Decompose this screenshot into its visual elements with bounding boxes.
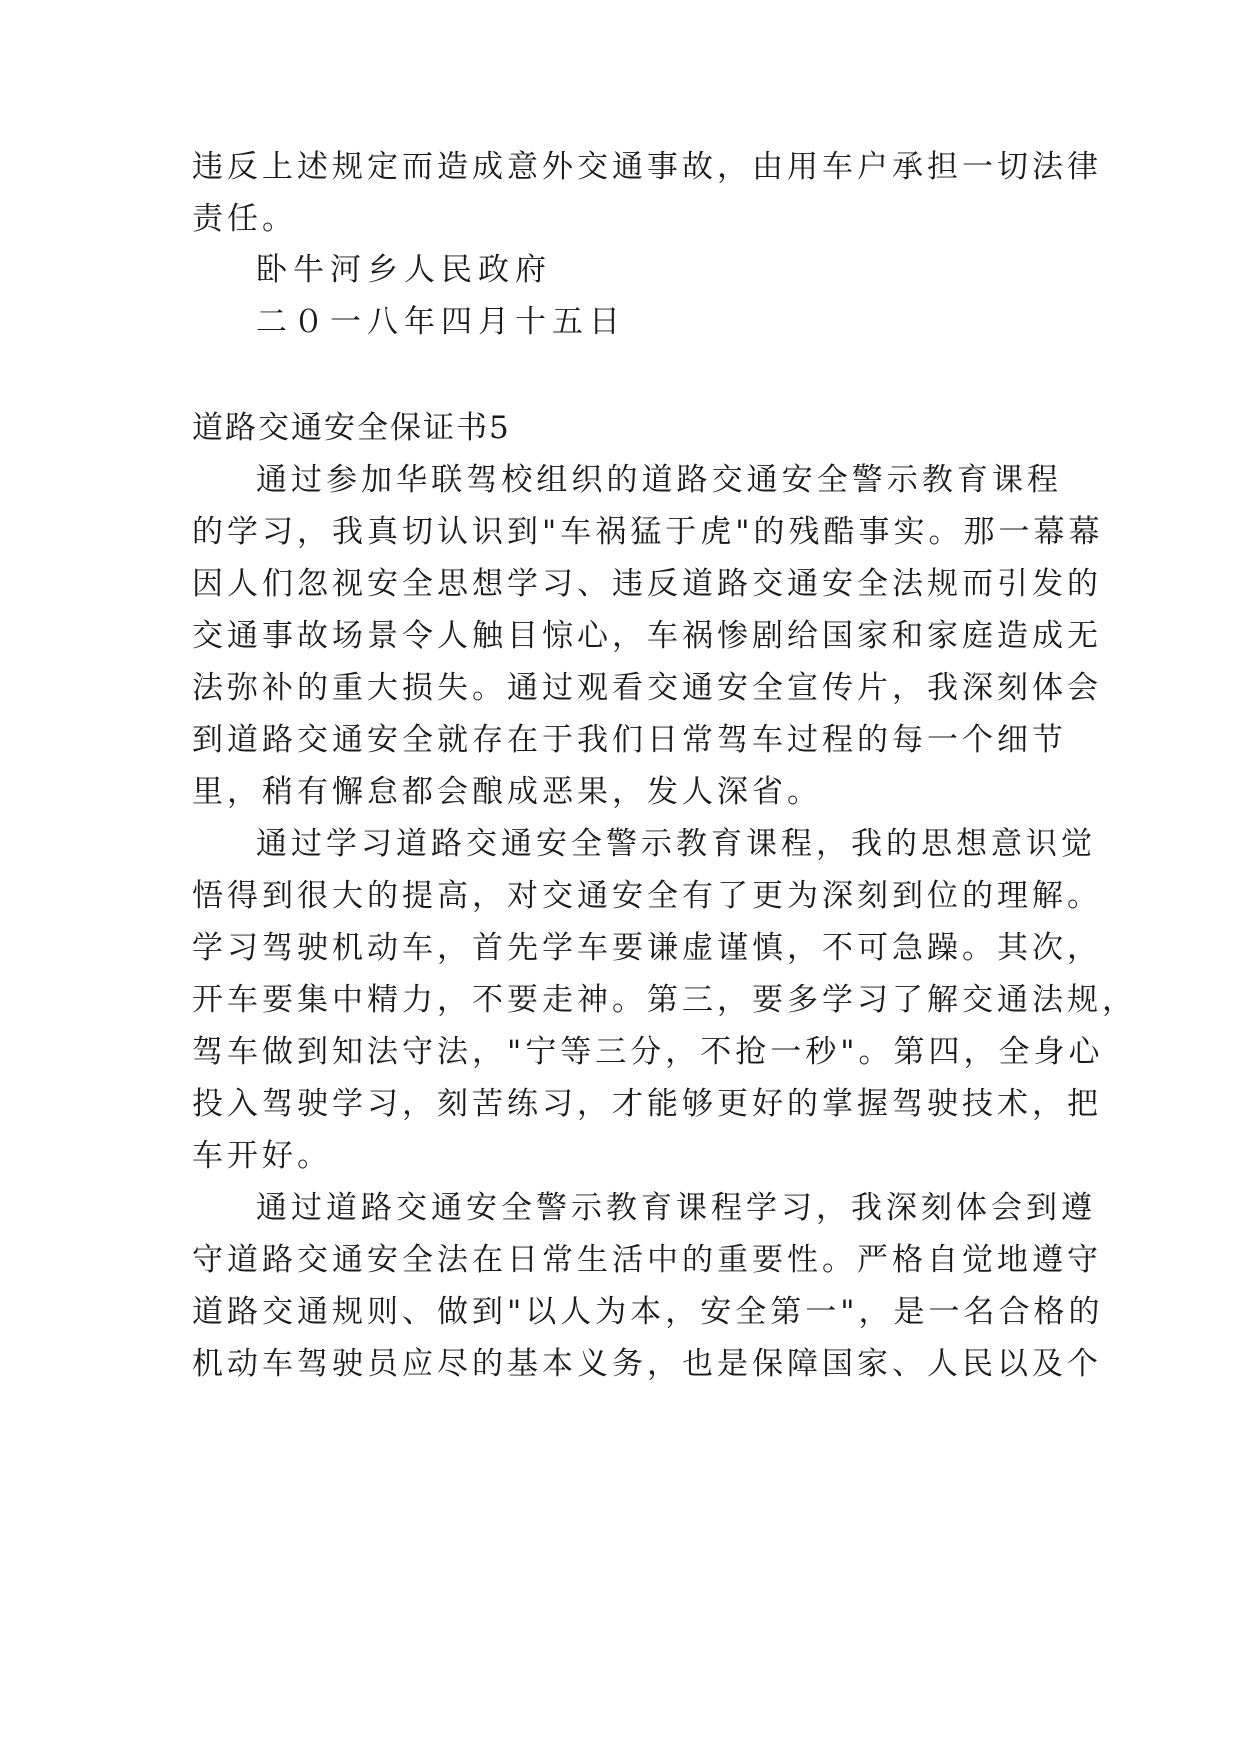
paragraph-2-line: 通过学习道路交通安全警示教育课程，我的思想意识觉 [256,826,1096,862]
paragraph-1-line: 通过参加华联驾校组织的道路交通安全警示教育课程 [256,462,1062,498]
section-title: 道路交通安全保证书5 [192,410,511,446]
signature-date: 二０一八年四月十五日 [256,304,626,340]
signature-organization: 卧牛河乡人民政府 [256,252,552,288]
paragraph-2-line: 投入驾驶学习，刻苦练习，才能够更好的掌握驾驶技术，把 [192,1086,1102,1122]
paragraph-3-line: 守道路交通安全法在日常生活中的重要性。严格自觉地遵守 [192,1242,1102,1278]
paragraph-2-line: 车开好。 [192,1138,332,1174]
paragraph-1-line: 因人们忽视安全思想学习、违反道路交通安全法规而引发的 [192,566,1102,602]
paragraph-3-line: 机动车驾驶员应尽的基本义务，也是保障国家、人民以及个 [192,1346,1102,1382]
paragraph-1-line: 法弥补的重大损失。通过观看交通安全宣传片，我深刻体会 [192,670,1102,706]
paragraph-1-line: 里，稍有懈怠都会酿成恶果，发人深省。 [192,774,822,810]
paragraph-3-line: 道路交通规则、做到"以人为本，安全第一"，是一名合格的 [192,1294,1104,1330]
paragraph-2-line: 开车要集中精力，不要走神。第三，要多学习了解交通法规， [192,982,1137,1018]
paragraph-3-line: 通过道路交通安全警示教育课程学习，我深刻体会到遵 [256,1190,1096,1226]
closing-line-2: 责任。 [192,201,297,237]
paragraph-2-line: 学习驾驶机动车，首先学车要谦虚谨慎，不可急躁。其次， [192,930,1102,966]
paragraph-1-line: 交通事故场景令人触目惊心，车祸惨剧给国家和家庭造成无 [192,618,1102,654]
paragraph-1-line: 到道路交通安全就存在于我们日常驾车过程的每一个细节 [192,722,1067,758]
paragraph-2-line: 悟得到很大的提高，对交通安全有了更为深刻到位的理解。 [192,878,1102,914]
closing-line-1: 违反上述规定而造成意外交通事故，由用车户承担一切法律 [192,149,1102,185]
paragraph-1-line: 的学习，我真切认识到"车祸猛于虎"的残酷事实。那一幕幕 [192,514,1104,550]
paragraph-2-line: 驾车做到知法守法，"宁等三分，不抢一秒"。第四，全身心 [192,1034,1104,1070]
